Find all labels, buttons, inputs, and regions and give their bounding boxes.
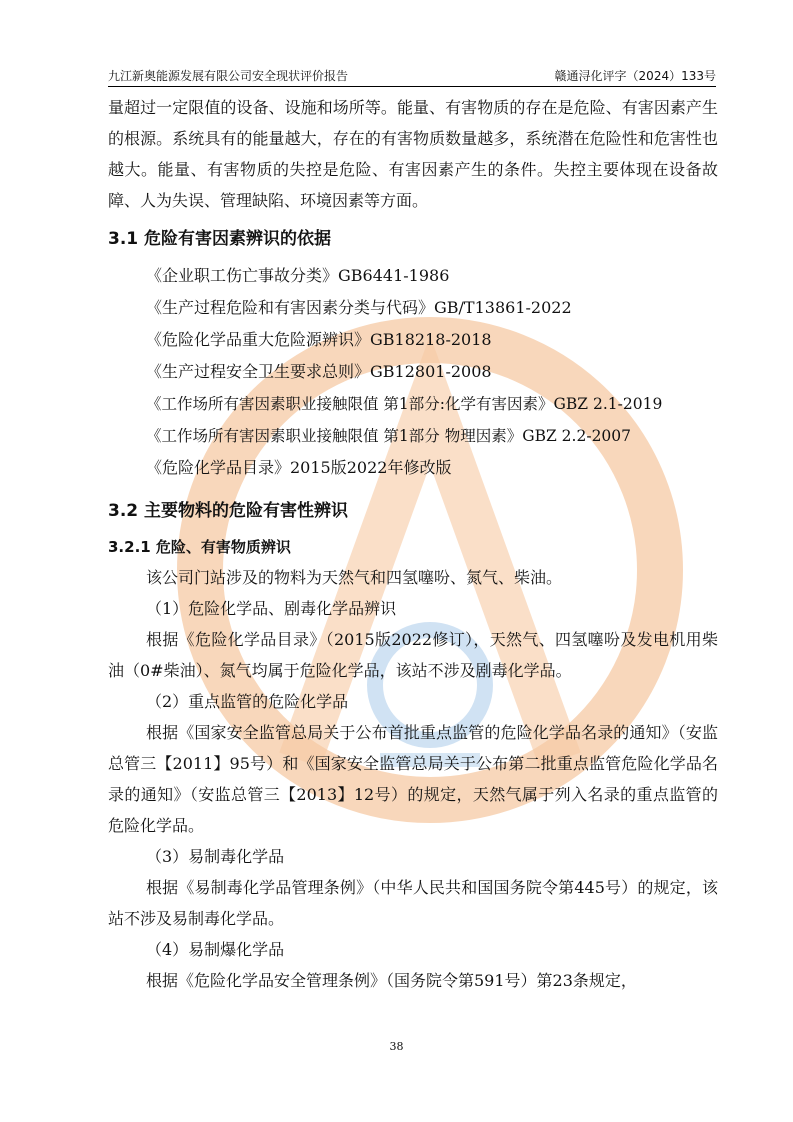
item-heading: （2）重点监管的危险化学品: [146, 692, 349, 711]
body-paragraph: 根据《易制毒化学品管理条例》（中华人民共和国国务院令第445号）的规定，该站不涉及易制毒化学品。: [108, 878, 718, 928]
reference-item: 《生产过程安全卫生要求总则》GB12801-2008: [146, 362, 492, 381]
reference-item: 《工作场所有害因素职业接触限值 第1部分 物理因素》GBZ 2.2-2007: [146, 427, 632, 445]
reference-item: 《企业职工伤亡事故分类》GB6441-1986: [146, 266, 450, 285]
page-header: [108, 64, 716, 87]
header-report-number: 赣通浔化评字（2024）133号: [554, 69, 716, 83]
body-paragraph: 根据《国家安全监管总局关于公布首批重点监管的危险化学品名录的通知》（安监总管三【2011】95号）和《国家安全监管总局关于公布第二批重点监管危险化学品名录的通知》（安监总管三【2013】12号）的规定，天然气属于列入名录的重点监管的危险化学品。: [108, 723, 718, 835]
body-paragraph: 该公司门站涉及的物料为天然气和四氢噻吩、氮气、柴油。: [146, 568, 563, 587]
intro-paragraph: 量超过一定限值的设备、设施和场所等。能量、有害物质的存在是危险、有害因素产生的根源。系统具有的能量越大，存在的有害物质数量越多，系统潜在危险性和危害性也越大。能量、有害物质的失控是危险、有害因素产生的条件。失控主要体现在设备故障、人为失误、管理缺陷、环境因素等方面。: [108, 98, 718, 210]
item-heading: （1）危险化学品、剧毒化学品辨识: [146, 599, 397, 618]
reference-item: 《生产过程危险和有害因素分类与代码》GB/T13861-2022: [146, 298, 572, 317]
section-3-2-heading: 3.2 主要物料的危险有害性辨识: [108, 501, 349, 521]
section-3-1-heading: 3.1 危险有害因素辨识的依据: [108, 229, 332, 249]
reference-item: 《危险化学品目录》2015版2022年修改版: [146, 458, 452, 477]
item-heading: （3）易制毒化学品: [146, 847, 285, 866]
body-paragraph: 根据《危险化学品安全管理条例》（国务院令第591号）第23条规定，: [146, 971, 637, 990]
header-report-title: 九江新奥能源发展有限公司安全现状评价报告: [108, 69, 349, 83]
reference-item: 《工作场所有害因素职业接触限值 第1部分:化学有害因素》GBZ 2.1-2019: [146, 395, 663, 413]
subsection-3-2-1-heading: 3.2.1 危险、有害物质辨识: [108, 538, 291, 556]
item-heading: （4）易制爆化学品: [146, 940, 285, 959]
reference-item: 《危险化学品重大危险源辨识》GB18218-2018: [146, 330, 492, 349]
page-number: 38: [389, 1040, 404, 1053]
page-content: [108, 92, 718, 996]
body-paragraph: 根据《危险化学品目录》（2015版2022修订），天然气、四氢噻吩及发电机用柴油（0#柴油）、氮气均属于危险化学品，该站不涉及剧毒化学品。: [108, 630, 718, 680]
